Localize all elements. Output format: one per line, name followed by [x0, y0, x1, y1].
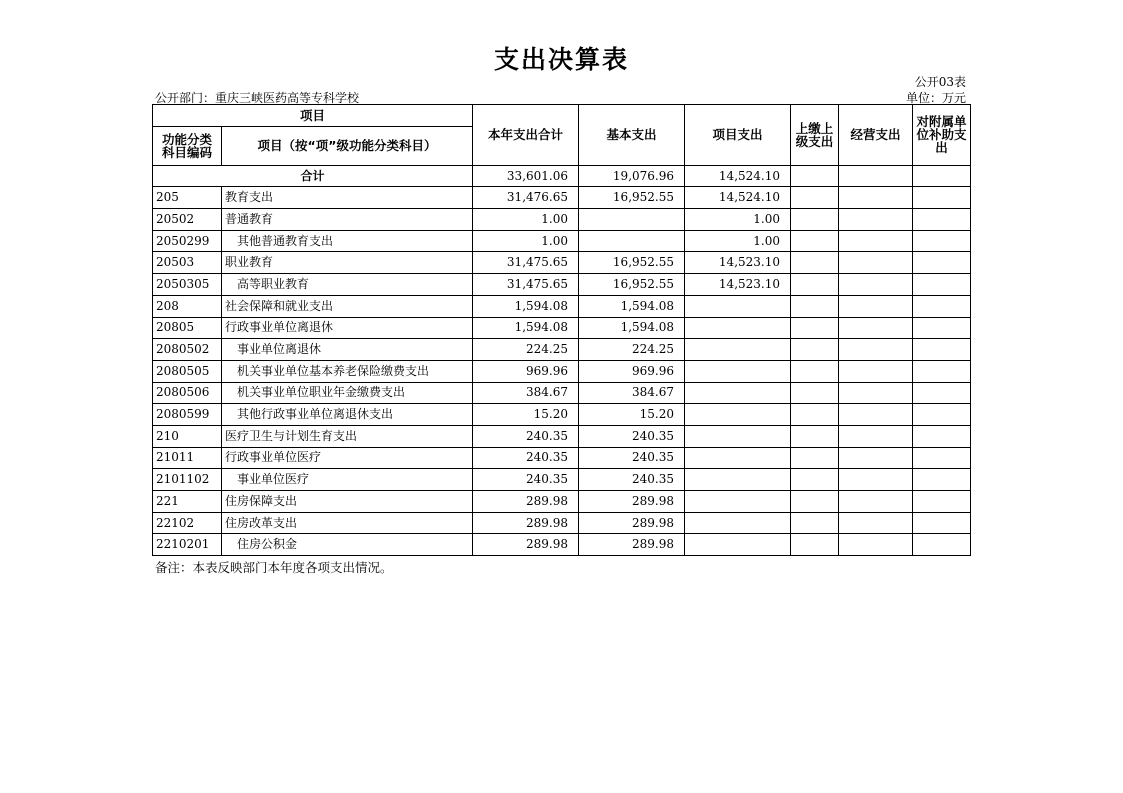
row-total: 31,476.65 — [473, 187, 579, 209]
row-basic: 240.35 — [579, 469, 685, 491]
row-name-text: 其他普通教育支出 — [237, 233, 334, 248]
row-name-text: 事业单位医疗 — [237, 472, 310, 487]
row-name — [222, 339, 473, 361]
row-upper — [791, 230, 839, 252]
row-subsidy — [913, 339, 971, 361]
row-upper — [791, 274, 839, 296]
row-upper — [791, 187, 839, 209]
row-total: 15.20 — [473, 404, 579, 426]
total-project-expense: 14,524.10 — [685, 165, 791, 187]
row-code: 221 — [153, 491, 222, 513]
table-row — [153, 469, 971, 491]
row-basic: 1,594.08 — [579, 317, 685, 339]
row-basic: 16,952.55 — [579, 274, 685, 296]
row-basic: 15.20 — [579, 404, 685, 426]
table-row — [153, 317, 971, 339]
row-subsidy — [913, 274, 971, 296]
row-project-expense — [685, 360, 791, 382]
row-total: 1,594.08 — [473, 317, 579, 339]
row-code: 205 — [153, 187, 222, 209]
row-basic: 16,952.55 — [579, 187, 685, 209]
row-basic: 969.96 — [579, 360, 685, 382]
row-subsidy — [913, 534, 971, 556]
row-upper — [791, 295, 839, 317]
table-row — [153, 512, 971, 534]
row-upper — [791, 382, 839, 404]
row-name-text: 高等职业教育 — [237, 276, 310, 291]
row-name — [222, 382, 473, 404]
row-subsidy — [913, 425, 971, 447]
row-name: 社会保障和就业支出 — [222, 295, 473, 317]
table-row — [153, 209, 971, 231]
row-upper — [791, 404, 839, 426]
row-business — [839, 317, 913, 339]
row-code: 2050299 — [153, 230, 222, 252]
row-subsidy — [913, 382, 971, 404]
row-total: 240.35 — [473, 447, 579, 469]
row-project-expense — [685, 491, 791, 513]
row-project-expense — [685, 404, 791, 426]
row-code: 22102 — [153, 512, 222, 534]
header-project-expense: 项目支出 — [685, 105, 791, 166]
row-name: 职业教育 — [222, 252, 473, 274]
row-project-expense: 14,523.10 — [685, 274, 791, 296]
row-total: 289.98 — [473, 512, 579, 534]
row-project-expense: 14,523.10 — [685, 252, 791, 274]
row-name — [222, 360, 473, 382]
row-name-text: 事业单位离退休 — [237, 342, 322, 357]
row-business — [839, 534, 913, 556]
row-subsidy — [913, 360, 971, 382]
row-total: 224.25 — [473, 339, 579, 361]
row-name: 行政事业单位医疗 — [222, 447, 473, 469]
row-basic: 289.98 — [579, 512, 685, 534]
row-name-text: 其他行政事业单位离退休支出 — [237, 407, 394, 422]
total-row — [153, 165, 971, 187]
row-basic — [579, 230, 685, 252]
row-code: 2080502 — [153, 339, 222, 361]
footnote: 备注：本表反映部门本年度各项支出情况。 — [155, 560, 393, 575]
row-basic: 16,952.55 — [579, 252, 685, 274]
row-name — [222, 469, 473, 491]
row-name: 行政事业单位离退休 — [222, 317, 473, 339]
row-code: 2210201 — [153, 534, 222, 556]
row-name: 住房保障支出 — [222, 491, 473, 513]
row-subsidy — [913, 469, 971, 491]
row-business — [839, 339, 913, 361]
row-upper — [791, 469, 839, 491]
header-subsidy: 对附属单位补助支出 — [913, 105, 971, 166]
table-row — [153, 295, 971, 317]
row-name-text: 机关事业单位职业年金缴费支出 — [237, 385, 406, 400]
row-project-expense: 1.00 — [685, 209, 791, 231]
total-total: 33,601.06 — [473, 165, 579, 187]
row-subsidy — [913, 447, 971, 469]
row-code: 2080506 — [153, 382, 222, 404]
row-subsidy — [913, 512, 971, 534]
row-upper — [791, 491, 839, 513]
row-name-text: 机关事业单位基本养老保险缴费支出 — [237, 363, 430, 378]
row-subsidy — [913, 230, 971, 252]
row-upper — [791, 339, 839, 361]
row-basic: 224.25 — [579, 339, 685, 361]
row-upper — [791, 209, 839, 231]
row-basic: 240.35 — [579, 425, 685, 447]
page-title: 支出决算表 — [493, 45, 629, 74]
row-code: 210 — [153, 425, 222, 447]
table-row — [153, 274, 971, 296]
header-func-code: 功能分类科目编码 — [153, 126, 222, 165]
row-business — [839, 360, 913, 382]
table-row — [153, 187, 971, 209]
row-name: 普通教育 — [222, 209, 473, 231]
row-upper — [791, 534, 839, 556]
header-business: 经营支出 — [839, 105, 913, 166]
row-name-text: 住房公积金 — [237, 537, 298, 552]
row-project-expense — [685, 339, 791, 361]
row-basic — [579, 209, 685, 231]
row-subsidy — [913, 404, 971, 426]
row-code: 20805 — [153, 317, 222, 339]
row-subsidy — [913, 209, 971, 231]
row-code: 2080505 — [153, 360, 222, 382]
row-total: 289.98 — [473, 491, 579, 513]
row-project-expense — [685, 469, 791, 491]
row-business — [839, 491, 913, 513]
row-business — [839, 404, 913, 426]
row-subsidy — [913, 252, 971, 274]
table-row — [153, 339, 971, 361]
row-upper — [791, 360, 839, 382]
department-label: 公开部门：重庆三峡医药高等专科学校 — [155, 91, 360, 105]
row-name: 医疗卫生与计划生育支出 — [222, 425, 473, 447]
row-upper — [791, 317, 839, 339]
row-business — [839, 230, 913, 252]
row-total: 1.00 — [473, 230, 579, 252]
table-row — [153, 425, 971, 447]
table-row — [153, 360, 971, 382]
table-row — [153, 491, 971, 513]
row-upper — [791, 512, 839, 534]
row-project-expense: 14,524.10 — [685, 187, 791, 209]
row-business — [839, 447, 913, 469]
table-row — [153, 252, 971, 274]
row-project-expense — [685, 295, 791, 317]
header-func-name: 项目（按“项”级功能分类科目） — [222, 126, 473, 165]
row-name — [222, 534, 473, 556]
total-upper — [791, 165, 839, 187]
row-business — [839, 209, 913, 231]
row-total: 969.96 — [473, 360, 579, 382]
row-business — [839, 187, 913, 209]
total-business — [839, 165, 913, 187]
header-project: 项目 — [153, 105, 473, 127]
header-total: 本年支出合计 — [473, 105, 579, 166]
row-basic: 1,594.08 — [579, 295, 685, 317]
row-code: 2101102 — [153, 469, 222, 491]
row-total: 384.67 — [473, 382, 579, 404]
row-subsidy — [913, 491, 971, 513]
row-project-expense — [685, 317, 791, 339]
row-business — [839, 274, 913, 296]
row-code: 2050305 — [153, 274, 222, 296]
row-code: 208 — [153, 295, 222, 317]
row-name: 教育支出 — [222, 187, 473, 209]
table-row — [153, 534, 971, 556]
row-basic: 289.98 — [579, 534, 685, 556]
row-code: 20503 — [153, 252, 222, 274]
row-subsidy — [913, 295, 971, 317]
row-business — [839, 252, 913, 274]
row-code: 2080599 — [153, 404, 222, 426]
row-code: 21011 — [153, 447, 222, 469]
row-basic: 240.35 — [579, 447, 685, 469]
form-number: 公开03表 — [914, 75, 966, 89]
row-subsidy — [913, 317, 971, 339]
row-upper — [791, 425, 839, 447]
row-business — [839, 469, 913, 491]
row-subsidy — [913, 187, 971, 209]
table-row — [153, 404, 971, 426]
row-project-expense: 1.00 — [685, 230, 791, 252]
expenditure-table — [152, 104, 971, 556]
row-project-expense — [685, 534, 791, 556]
row-project-expense — [685, 382, 791, 404]
header-basic: 基本支出 — [579, 105, 685, 166]
row-upper — [791, 447, 839, 469]
row-name: 住房改革支出 — [222, 512, 473, 534]
row-total: 240.35 — [473, 425, 579, 447]
row-business — [839, 382, 913, 404]
row-total: 289.98 — [473, 534, 579, 556]
row-project-expense — [685, 512, 791, 534]
row-business — [839, 425, 913, 447]
row-name — [222, 230, 473, 252]
row-basic: 289.98 — [579, 491, 685, 513]
total-label: 合计 — [153, 165, 473, 187]
table-row — [153, 382, 971, 404]
header-upper: 上缴上级支出 — [791, 105, 839, 166]
row-upper — [791, 252, 839, 274]
unit-label: 单位：万元 — [905, 91, 966, 105]
total-subsidy — [913, 165, 971, 187]
row-project-expense — [685, 447, 791, 469]
row-total: 31,475.65 — [473, 274, 579, 296]
table-row — [153, 230, 971, 252]
total-basic: 19,076.96 — [579, 165, 685, 187]
row-name — [222, 274, 473, 296]
row-code: 20502 — [153, 209, 222, 231]
row-name — [222, 404, 473, 426]
row-business — [839, 512, 913, 534]
row-basic: 384.67 — [579, 382, 685, 404]
row-business — [839, 295, 913, 317]
row-total: 1.00 — [473, 209, 579, 231]
row-total: 1,594.08 — [473, 295, 579, 317]
row-total: 31,475.65 — [473, 252, 579, 274]
table-row — [153, 447, 971, 469]
row-total: 240.35 — [473, 469, 579, 491]
row-project-expense — [685, 425, 791, 447]
